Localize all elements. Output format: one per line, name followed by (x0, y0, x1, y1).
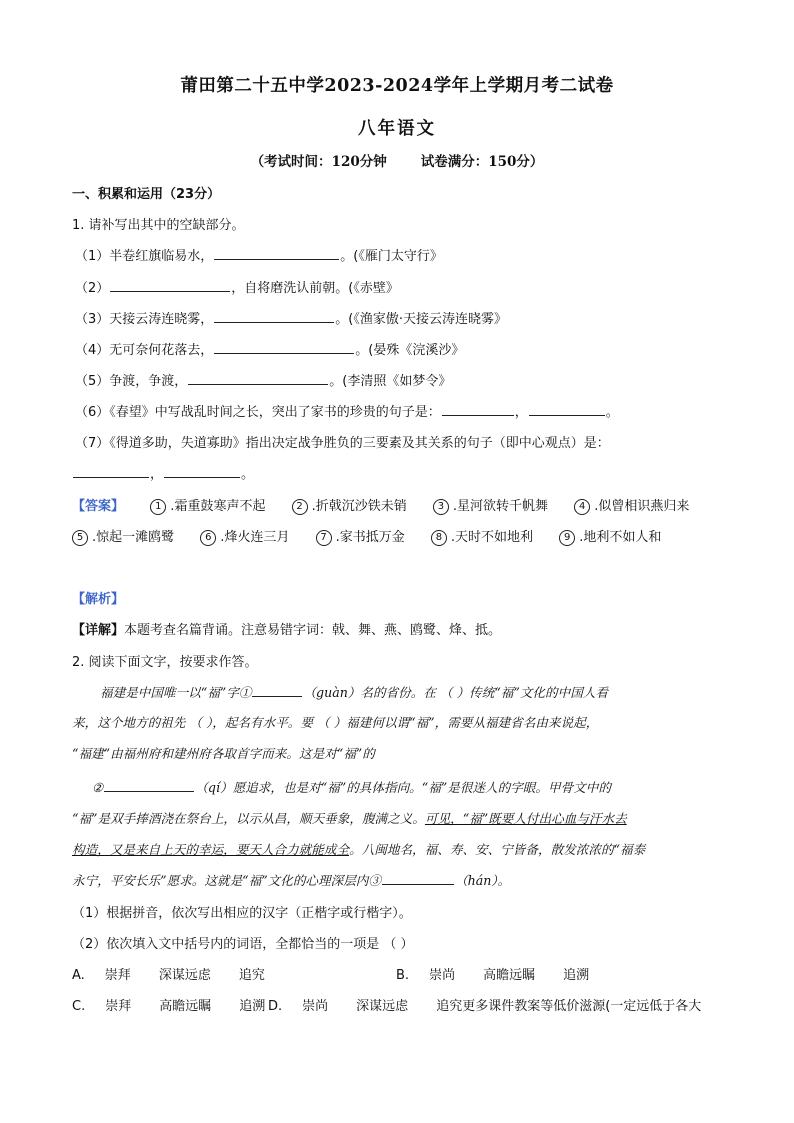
answer-tag: 【答案】 (72, 499, 125, 514)
q2-prompt: 2. 阅读下面文字，按要求作答。 (72, 655, 258, 670)
q1-item-5: （5）争渡，争渡， 。(李清照《如梦令》 (75, 374, 452, 389)
passage-line: 来，这个地方的祖先 （ ），起名有水平。要 （ ）福建何以谓“福”，需要从福建省名由来说起， (72, 715, 599, 730)
blank[interactable] (104, 779, 194, 792)
q1-item-2: （2） ，自将磨洗认前朝。(《赤壁》 (75, 281, 399, 296)
detail-line: 【详解】本题考查名篇背诵。注意易错字词：戟、舞、燕、鸥鹭、烽、抵。 (72, 623, 502, 638)
option-d[interactable]: D. 崇尚 深谋远虑 追究更多课件教案等低价滋源(一定远低于各大 (268, 999, 702, 1014)
passage-line: “福建”由福州府和建州府各取首字而来。这是对“福”的 (72, 746, 375, 761)
section-heading: 一、积累和运用（23分） (72, 187, 221, 202)
q2-sub2: （2）依次填入文中括号内的词语，全都恰当的一项是 （ ） (72, 937, 414, 952)
exam-title: 莆田第二十五中学2023-2024学年上学期月考二试卷 (180, 76, 614, 96)
passage-line: 福建是中国唯一以“福”字① （guàn）名的省份。在 （ ）传统“福”文化的中国人看 (100, 685, 608, 700)
q1-item-1: （1）半卷红旗临易水， 。(《雁门太守行》 (75, 249, 443, 264)
q2-sub1: （1）根据拼音，依次写出相应的汉字（正楷字或行楷字）。 (72, 906, 412, 921)
analysis-tag: 【解析】 (72, 592, 125, 607)
blank[interactable] (214, 341, 354, 354)
answer-line-2 (72, 526, 661, 546)
blank[interactable] (214, 310, 334, 323)
blank[interactable] (110, 279, 230, 292)
answer-item: 8 .天时不如地利 (431, 530, 533, 545)
answer-item: 2 .折戟沉沙铁未销 (292, 499, 407, 514)
answer-item: 6 .烽火连三月 (200, 530, 289, 545)
blank[interactable] (214, 247, 339, 260)
blank[interactable] (252, 684, 302, 697)
answer-item: 9 .地利不如人和 (559, 530, 661, 545)
exam-info (0, 150, 794, 170)
q1-item-4: （4）无可奈何花落去， 。(晏殊《浣溪沙》 (75, 343, 465, 358)
passage-line: 构造，又是来自上天的幸运，要天人合力就能成全。八闽地名，福、寿、安、宁皆备，散发浓浓的“福泰 (72, 842, 646, 857)
q1-item-7: （7）《得道多助，失道寡助》指出决定战争胜负的三要素及其关系的句子（即中心观点）是： (75, 436, 610, 451)
answer-item: 4 .似曾相识燕归来 (574, 499, 689, 514)
blank[interactable] (382, 872, 454, 885)
q1-item-7-blanks: ， 。 (72, 463, 254, 482)
subject-title: 八年语文 (358, 119, 436, 139)
detail-tag: 【详解】 (72, 623, 125, 638)
answer-item: 3 .星河欲转千帆舞 (433, 499, 548, 514)
blank[interactable] (529, 403, 605, 416)
option-b[interactable]: B. 崇尚 高瞻远瞩 追溯 (396, 968, 590, 983)
q1-prompt: 1. 请补写出其中的空缺部分。 (72, 218, 245, 233)
blank[interactable] (164, 465, 240, 478)
option-a[interactable]: A. 崇拜 深谋远虑 追究 (72, 968, 265, 983)
option-c[interactable]: C. 崇拜 高瞻远瞩 追溯 (72, 999, 266, 1014)
exam-time: （考试时间：120分钟 (250, 154, 387, 170)
full-score: 试卷满分：150分） (420, 154, 544, 170)
q1-item-3: （3）天接云涛连晓雾， 。(《渔家傲·天接云涛连晓雾》 (75, 312, 507, 327)
answer-item: 5 .惊起一滩鸥鹭 (72, 530, 174, 545)
blank[interactable] (442, 403, 514, 416)
answer-line-1 (72, 495, 689, 515)
blank[interactable] (73, 465, 149, 478)
passage-line: “福”是双手捧酒浇在祭台上，以示从昌，顺天垂象，腹满之义。可见，“福”既要人付出心血与汗水去 (72, 811, 627, 826)
passage-line: 永宁，平安长乐”愿求。这就是“福”文化的心理深层内③ （hán）。 (72, 873, 511, 888)
answer-item: 1 .霜重鼓寒声不起 (150, 499, 265, 514)
blank[interactable] (188, 372, 328, 385)
q1-item-6: （6）《春望》中写战乱时间之长，突出了家书的珍贵的句子是： ， 。 (75, 405, 619, 420)
passage-line: ② （qí）愿追求，也是对“福”的具体指向。“福”是很迷人的字眼。甲骨文中的 (92, 780, 611, 795)
answer-item: 7 .家书抵万金 (316, 530, 405, 545)
